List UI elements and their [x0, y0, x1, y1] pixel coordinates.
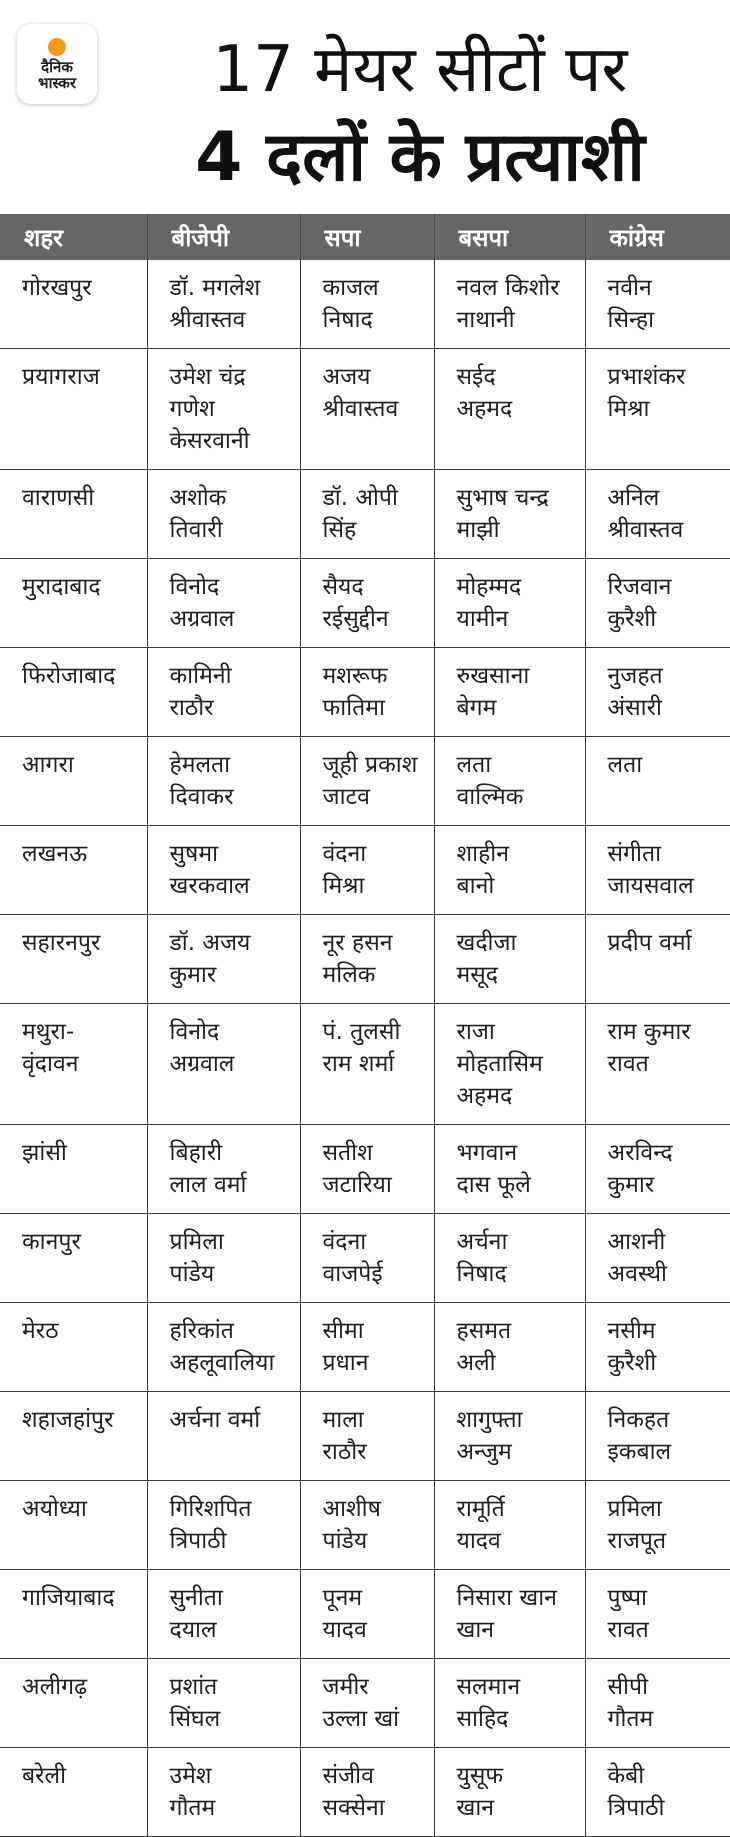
bjp-candidate-cell: कामिनी राठौर — [147, 648, 300, 737]
city-cell: गोरखपुर — [0, 260, 147, 349]
bjp-candidate-cell: हरिकांत अहलूवालिया — [147, 1303, 300, 1392]
bsp-candidate-cell: मोहम्मद यामीन — [434, 559, 585, 648]
bsp-candidate-cell: अर्चना निषाद — [434, 1214, 585, 1303]
congress-candidate-cell: अनिल श्रीवास्तव — [585, 470, 730, 559]
table-row — [0, 1392, 730, 1481]
bsp-candidate-cell: सुभाष चन्द्र माझी — [434, 470, 585, 559]
city-cell: मथुरा- वृंदावन — [0, 1004, 147, 1125]
congress-candidate-cell: प्रदीप वर्मा — [585, 915, 730, 1004]
table-row — [0, 1303, 730, 1392]
page-title-line1: 17 मेयर सीटों पर — [212, 33, 628, 107]
city-cell: वाराणसी — [0, 470, 147, 559]
table-header-row — [0, 214, 730, 260]
bjp-candidate-cell: विनोद अग्रवाल — [147, 1004, 300, 1125]
bsp-candidate-cell: रामूर्ति यादव — [434, 1481, 585, 1570]
table-row — [0, 470, 730, 559]
congress-candidate-cell: पुष्पा रावत — [585, 1570, 730, 1659]
table-row — [0, 1125, 730, 1214]
bjp-candidate-cell: हेमलता दिवाकर — [147, 737, 300, 826]
sp-candidate-cell: नूर हसन मलिक — [300, 915, 434, 1004]
city-cell: लखनऊ — [0, 826, 147, 915]
table-row — [0, 559, 730, 648]
congress-candidate-cell: आशनी अवस्थी — [585, 1214, 730, 1303]
sp-candidate-cell: जमीर उल्ला खां — [300, 1659, 434, 1748]
sp-candidate-cell: आशीष पांडेय — [300, 1481, 434, 1570]
table-row — [0, 1570, 730, 1659]
header-bjp: बीजेपी — [147, 214, 300, 260]
bsp-candidate-cell: निसारा खान खान — [434, 1570, 585, 1659]
table-row — [0, 349, 730, 470]
bsp-candidate-cell: राजा मोहतासिम अहमद — [434, 1004, 585, 1125]
table-row — [0, 648, 730, 737]
bjp-candidate-cell: उमेश चंद्र गणेश केसरवानी — [147, 349, 300, 470]
dainik-bhaskar-logo — [17, 24, 97, 104]
congress-candidate-cell: रिजवान कुरैशी — [585, 559, 730, 648]
sp-candidate-cell: सैयद रईसुद्दीन — [300, 559, 434, 648]
sp-candidate-cell: माला राठौर — [300, 1392, 434, 1481]
congress-candidate-cell: अरविन्द कुमार — [585, 1125, 730, 1214]
sp-candidate-cell: सतीश जटारिया — [300, 1125, 434, 1214]
table-row — [0, 1659, 730, 1748]
congress-candidate-cell: सीपी गौतम — [585, 1659, 730, 1748]
sp-candidate-cell: डॉ. ओपी सिंह — [300, 470, 434, 559]
logo-text-line2: भास्कर — [38, 73, 76, 92]
bjp-candidate-cell: डॉ. अजय कुमार — [147, 915, 300, 1004]
bjp-candidate-cell: उमेश गौतम — [147, 1748, 300, 1837]
sp-candidate-cell: वंदना वाजपेई — [300, 1214, 434, 1303]
bjp-candidate-cell: गिरिशपित त्रिपाठी — [147, 1481, 300, 1570]
sp-candidate-cell: काजल निषाद — [300, 260, 434, 349]
congress-candidate-cell: संगीता जायसवाल — [585, 826, 730, 915]
table-row — [0, 915, 730, 1004]
city-cell: सहारनपुर — [0, 915, 147, 1004]
sp-candidate-cell: वंदना मिश्रा — [300, 826, 434, 915]
bsp-candidate-cell: लता वाल्मिक — [434, 737, 585, 826]
congress-candidate-cell: नसीम कुरैशी — [585, 1303, 730, 1392]
bsp-candidate-cell: सलमान साहिद — [434, 1659, 585, 1748]
bsp-candidate-cell: रुखसाना बेगम — [434, 648, 585, 737]
bsp-candidate-cell: युसूफ खान — [434, 1748, 585, 1837]
sp-candidate-cell: पूनम यादव — [300, 1570, 434, 1659]
table-body — [0, 260, 730, 1837]
bjp-candidate-cell: प्रमिला पांडेय — [147, 1214, 300, 1303]
city-cell: प्रयागराज — [0, 349, 147, 470]
congress-candidate-cell: केबी त्रिपाठी — [585, 1748, 730, 1837]
table-row — [0, 826, 730, 915]
sp-candidate-cell: संजीव सक्सेना — [300, 1748, 434, 1837]
table-row — [0, 1004, 730, 1125]
bsp-candidate-cell: भगवान दास फूले — [434, 1125, 585, 1214]
bjp-candidate-cell: डॉ. मगलेश श्रीवास्तव — [147, 260, 300, 349]
bjp-candidate-cell: अर्चना वर्मा — [147, 1392, 300, 1481]
table-row — [0, 1481, 730, 1570]
bsp-candidate-cell: शाहीन बानो — [434, 826, 585, 915]
header-bsp: बसपा — [434, 214, 585, 260]
congress-candidate-cell: राम कुमार रावत — [585, 1004, 730, 1125]
header-sp: सपा — [300, 214, 434, 260]
bjp-candidate-cell: सुनीता दयाल — [147, 1570, 300, 1659]
city-cell: गाजियाबाद — [0, 1570, 147, 1659]
city-cell: बरेली — [0, 1748, 147, 1837]
bsp-candidate-cell: सईद अहमद — [434, 349, 585, 470]
city-cell: अयोध्या — [0, 1481, 147, 1570]
bjp-candidate-cell: अशोक तिवारी — [147, 470, 300, 559]
city-cell: मुरादाबाद — [0, 559, 147, 648]
table-row — [0, 1214, 730, 1303]
sp-candidate-cell: मशरूफ फातिमा — [300, 648, 434, 737]
congress-candidate-cell: लता — [585, 737, 730, 826]
bsp-candidate-cell: खदीजा मसूद — [434, 915, 585, 1004]
city-cell: फिरोजाबाद — [0, 648, 147, 737]
bsp-candidate-cell: हसमत अली — [434, 1303, 585, 1392]
bjp-candidate-cell: सुषमा खरकवाल — [147, 826, 300, 915]
table-row — [0, 1748, 730, 1837]
city-cell: कानपुर — [0, 1214, 147, 1303]
city-cell: मेरठ — [0, 1303, 147, 1392]
sp-candidate-cell: सीमा प्रधान — [300, 1303, 434, 1392]
table-row — [0, 260, 730, 349]
table-row — [0, 737, 730, 826]
bjp-candidate-cell: विनोद अग्रवाल — [147, 559, 300, 648]
congress-candidate-cell: प्रमिला राजपूत — [585, 1481, 730, 1570]
sp-candidate-cell: पं. तुलसी राम शर्मा — [300, 1004, 434, 1125]
bsp-candidate-cell: शागुफ्ता अन्जुम — [434, 1392, 585, 1481]
sp-candidate-cell: जूही प्रकाश जाटव — [300, 737, 434, 826]
city-cell: झांसी — [0, 1125, 147, 1214]
city-cell: अलीगढ़ — [0, 1659, 147, 1748]
header — [0, 0, 730, 214]
city-cell: आगरा — [0, 737, 147, 826]
sp-candidate-cell: अजय श्रीवास्तव — [300, 349, 434, 470]
congress-candidate-cell: प्रभाशंकर मिश्रा — [585, 349, 730, 470]
congress-candidate-cell: नवीन सिन्हा — [585, 260, 730, 349]
logo-text-line1: दैनिक — [41, 57, 73, 76]
city-cell: शहाजहांपुर — [0, 1392, 147, 1481]
candidates-table — [0, 214, 730, 1837]
sun-icon — [48, 38, 66, 56]
congress-candidate-cell: निकहत इकबाल — [585, 1392, 730, 1481]
bjp-candidate-cell: बिहारी लाल वर्मा — [147, 1125, 300, 1214]
congress-candidate-cell: नुजहत अंसारी — [585, 648, 730, 737]
page-title-line2: 4 दलों के प्रत्याशी — [195, 118, 645, 197]
header-congress: कांग्रेस — [585, 214, 730, 260]
bjp-candidate-cell: प्रशांत सिंघल — [147, 1659, 300, 1748]
header-city: शहर — [0, 214, 147, 260]
bsp-candidate-cell: नवल किशोर नाथानी — [434, 260, 585, 349]
